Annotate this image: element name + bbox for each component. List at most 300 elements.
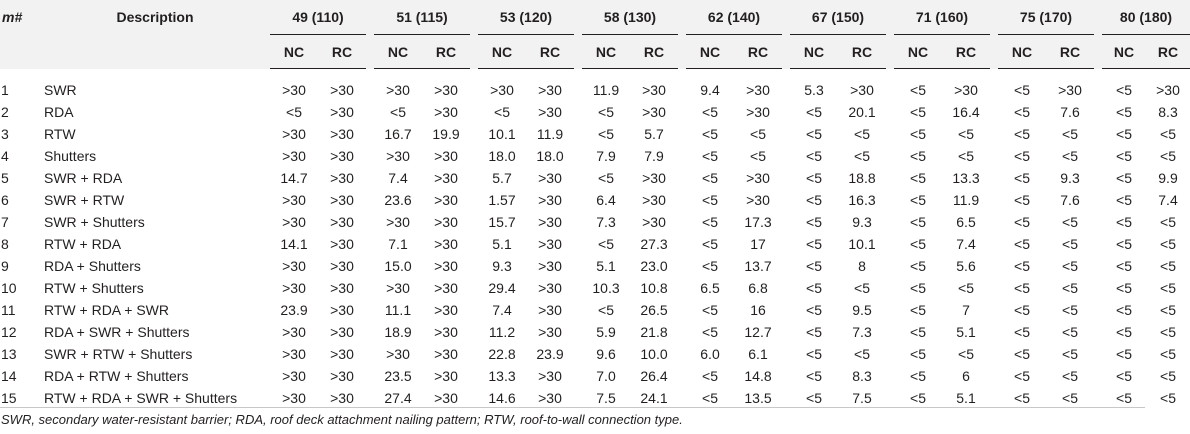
nc-cell: <5 bbox=[910, 368, 926, 384]
nc-header: NC bbox=[374, 35, 422, 69]
rc-cell: <5 bbox=[1160, 280, 1176, 296]
rc-cell: 27.3 bbox=[640, 236, 668, 252]
rc-cell: 16.4 bbox=[952, 104, 980, 120]
rc-cell: 16.3 bbox=[848, 192, 876, 208]
rc-cell: 5.6 bbox=[956, 258, 976, 274]
row-description: Shutters bbox=[44, 148, 97, 164]
nc-cell: 9.3 bbox=[492, 258, 512, 274]
nc-cell: <5 bbox=[1014, 346, 1030, 362]
group-header: 62 (140) bbox=[686, 0, 782, 35]
rc-cell: 6.8 bbox=[748, 280, 768, 296]
header-row-groups bbox=[0, 0, 1190, 35]
rc-cell: 19.9 bbox=[432, 126, 460, 142]
rc-cell: >30 bbox=[434, 346, 458, 362]
nc-cell: 27.4 bbox=[384, 390, 412, 406]
nc-cell: >30 bbox=[490, 82, 514, 98]
nc-cell: 18.9 bbox=[384, 324, 412, 340]
rc-cell: >30 bbox=[538, 82, 562, 98]
nc-cell: <5 bbox=[1014, 324, 1030, 340]
rc-cell: >30 bbox=[538, 170, 562, 186]
rc-cell: 6 bbox=[962, 368, 970, 384]
nc-cell: 5.9 bbox=[596, 324, 616, 340]
nc-cell: <5 bbox=[1116, 324, 1132, 340]
nc-cell: 5.1 bbox=[596, 258, 616, 274]
rc-cell: >30 bbox=[330, 346, 354, 362]
nc-cell: 10.3 bbox=[592, 280, 620, 296]
nc-cell: 7.3 bbox=[596, 214, 616, 230]
rc-cell: 8.3 bbox=[852, 368, 872, 384]
rc-cell: >30 bbox=[434, 192, 458, 208]
rc-cell: >30 bbox=[538, 192, 562, 208]
rc-cell: >30 bbox=[434, 390, 458, 406]
row-index: 7 bbox=[1, 214, 9, 230]
nc-cell: <5 bbox=[1014, 280, 1030, 296]
nc-cell: <5 bbox=[1116, 236, 1132, 252]
nc-cell: <5 bbox=[1014, 368, 1030, 384]
nc-cell: <5 bbox=[1116, 192, 1132, 208]
rc-cell: 13.3 bbox=[952, 170, 980, 186]
rc-cell: 17.3 bbox=[744, 214, 772, 230]
rc-cell: >30 bbox=[642, 214, 666, 230]
nc-cell: 9.6 bbox=[596, 346, 616, 362]
nc-cell: >30 bbox=[282, 368, 306, 384]
nc-cell: <5 bbox=[910, 170, 926, 186]
nc-cell: >30 bbox=[282, 214, 306, 230]
rc-cell: <5 bbox=[1160, 258, 1176, 274]
nc-cell: <5 bbox=[702, 192, 718, 208]
rc-cell: <5 bbox=[1160, 324, 1176, 340]
rc-cell: >30 bbox=[538, 390, 562, 406]
rc-cell: >30 bbox=[746, 104, 770, 120]
nc-header: NC bbox=[894, 35, 942, 69]
rc-cell: >30 bbox=[330, 170, 354, 186]
nc-cell: >30 bbox=[386, 214, 410, 230]
rc-cell: <5 bbox=[1062, 390, 1078, 406]
nc-cell: <5 bbox=[910, 280, 926, 296]
nc-cell: <5 bbox=[806, 214, 822, 230]
rc-cell: <5 bbox=[854, 148, 870, 164]
rc-cell: >30 bbox=[642, 104, 666, 120]
group-header: 49 (110) bbox=[270, 0, 366, 35]
nc-cell: <5 bbox=[598, 236, 614, 252]
rc-cell: >30 bbox=[330, 324, 354, 340]
rc-cell: <5 bbox=[958, 346, 974, 362]
nc-cell: <5 bbox=[494, 104, 510, 120]
row-description: RTW + RDA bbox=[44, 236, 122, 252]
rc-cell: <5 bbox=[1160, 236, 1176, 252]
nc-cell: 5.3 bbox=[804, 82, 824, 98]
rc-cell: >30 bbox=[330, 236, 354, 252]
m-header: m# bbox=[0, 0, 40, 35]
rc-cell: >30 bbox=[434, 280, 458, 296]
nc-cell: 7.4 bbox=[492, 302, 512, 318]
rc-cell: 9.9 bbox=[1158, 170, 1178, 186]
rc-cell: <5 bbox=[958, 126, 974, 142]
nc-cell: >30 bbox=[386, 148, 410, 164]
nc-cell: <5 bbox=[702, 258, 718, 274]
table-row bbox=[0, 321, 1190, 343]
nc-cell: 22.8 bbox=[488, 346, 516, 362]
nc-cell: 6.4 bbox=[596, 192, 616, 208]
row-description: RDA + SWR + Shutters bbox=[44, 324, 190, 340]
table-row bbox=[0, 365, 1190, 387]
rc-cell: >30 bbox=[330, 104, 354, 120]
rc-cell: 18.8 bbox=[848, 170, 876, 186]
rc-cell: 10.8 bbox=[640, 280, 668, 296]
table-footnote: SWR, secondary water-resistant barrier; RDA, roof deck attachment nailing pattern; RTW, roof-to-wall connection type. bbox=[1, 412, 683, 427]
rc-cell: 7.5 bbox=[852, 390, 872, 406]
nc-header: NC bbox=[998, 35, 1046, 69]
rc-cell: <5 bbox=[1062, 148, 1078, 164]
rc-cell: >30 bbox=[538, 280, 562, 296]
rc-cell: >30 bbox=[330, 214, 354, 230]
row-description: SWR + RTW bbox=[44, 192, 125, 208]
rc-header: RC bbox=[318, 35, 366, 69]
rc-cell: 6.5 bbox=[956, 214, 976, 230]
nc-cell: <5 bbox=[910, 302, 926, 318]
rc-cell: >30 bbox=[538, 258, 562, 274]
rc-cell: >30 bbox=[954, 82, 978, 98]
nc-cell: <5 bbox=[702, 170, 718, 186]
rc-cell: 11.9 bbox=[536, 126, 564, 142]
rc-header: RC bbox=[1046, 35, 1094, 69]
group-header: 71 (160) bbox=[894, 0, 990, 35]
nc-cell: <5 bbox=[910, 346, 926, 362]
row-description: RTW + Shutters bbox=[44, 280, 144, 296]
rc-cell: >30 bbox=[642, 170, 666, 186]
nc-cell: <5 bbox=[702, 302, 718, 318]
nc-cell: <5 bbox=[806, 302, 822, 318]
rc-cell: >30 bbox=[330, 280, 354, 296]
nc-cell: 9.4 bbox=[700, 82, 720, 98]
rc-cell: >30 bbox=[746, 192, 770, 208]
rc-cell: >30 bbox=[642, 192, 666, 208]
nc-cell: <5 bbox=[910, 148, 926, 164]
rc-cell: >30 bbox=[434, 324, 458, 340]
nc-cell: <5 bbox=[1116, 302, 1132, 318]
rc-cell: <5 bbox=[1062, 214, 1078, 230]
rc-cell: 13.7 bbox=[744, 258, 772, 274]
rc-header: RC bbox=[734, 35, 782, 69]
rc-cell: >30 bbox=[434, 368, 458, 384]
table-row bbox=[0, 343, 1190, 365]
nc-cell: <5 bbox=[702, 236, 718, 252]
rc-cell: <5 bbox=[854, 346, 870, 362]
rc-cell: 16 bbox=[750, 302, 766, 318]
row-index: 13 bbox=[1, 346, 17, 362]
rc-cell: 7.6 bbox=[1060, 192, 1080, 208]
nc-cell: <5 bbox=[702, 390, 718, 406]
rc-cell: 6.1 bbox=[748, 346, 768, 362]
nc-cell: <5 bbox=[1116, 258, 1132, 274]
nc-cell: 14.7 bbox=[280, 170, 308, 186]
rc-cell: 17 bbox=[750, 236, 766, 252]
nc-cell: <5 bbox=[1116, 214, 1132, 230]
rc-cell: 7.4 bbox=[956, 236, 976, 252]
header-row-subcols bbox=[0, 35, 1190, 69]
nc-cell: 7.4 bbox=[388, 170, 408, 186]
nc-cell: <5 bbox=[1014, 148, 1030, 164]
nc-cell: 5.1 bbox=[492, 236, 512, 252]
nc-cell: <5 bbox=[1014, 236, 1030, 252]
nc-cell: <5 bbox=[910, 192, 926, 208]
rc-cell: >30 bbox=[330, 192, 354, 208]
nc-cell: <5 bbox=[1116, 82, 1132, 98]
rc-cell: <5 bbox=[1062, 346, 1078, 362]
rc-cell: >30 bbox=[746, 170, 770, 186]
nc-header: NC bbox=[582, 35, 630, 69]
rc-cell: 9.3 bbox=[852, 214, 872, 230]
rc-cell: 7 bbox=[962, 302, 970, 318]
rc-cell: 10.0 bbox=[640, 346, 668, 362]
nc-cell: <5 bbox=[1116, 346, 1132, 362]
nc-cell: >30 bbox=[282, 126, 306, 142]
footer-divider bbox=[0, 407, 1145, 408]
row-description: RDA bbox=[44, 104, 74, 120]
nc-cell: 15.0 bbox=[384, 258, 412, 274]
nc-cell: <5 bbox=[806, 170, 822, 186]
rc-cell: <5 bbox=[854, 126, 870, 142]
table-row bbox=[0, 233, 1190, 255]
nc-cell: <5 bbox=[598, 302, 614, 318]
nc-cell: <5 bbox=[1014, 258, 1030, 274]
rc-cell: 5.1 bbox=[956, 390, 976, 406]
group-header: 58 (130) bbox=[582, 0, 678, 35]
table-body bbox=[0, 69, 1190, 410]
rc-cell: <5 bbox=[1062, 236, 1078, 252]
row-index: 8 bbox=[1, 236, 9, 252]
nc-cell: <5 bbox=[910, 390, 926, 406]
nc-cell: <5 bbox=[1014, 82, 1030, 98]
rc-cell: 23.9 bbox=[536, 346, 564, 362]
row-index: 9 bbox=[1, 258, 9, 274]
rc-cell: <5 bbox=[1160, 346, 1176, 362]
nc-cell: 11.9 bbox=[592, 82, 620, 98]
rc-cell: >30 bbox=[538, 302, 562, 318]
rc-header: RC bbox=[526, 35, 574, 69]
rc-cell: >30 bbox=[434, 258, 458, 274]
rc-cell: 8.3 bbox=[1158, 104, 1178, 120]
nc-cell: <5 bbox=[910, 258, 926, 274]
nc-cell: >30 bbox=[282, 390, 306, 406]
row-index: 2 bbox=[1, 104, 9, 120]
nc-cell: 7.1 bbox=[388, 236, 408, 252]
rc-cell: >30 bbox=[642, 82, 666, 98]
nc-cell: <5 bbox=[806, 258, 822, 274]
row-description: RTW bbox=[44, 126, 76, 142]
nc-cell: <5 bbox=[598, 126, 614, 142]
rc-cell: 5.7 bbox=[644, 126, 664, 142]
rc-cell: >30 bbox=[434, 148, 458, 164]
rc-cell: 10.1 bbox=[848, 236, 876, 252]
nc-cell: 10.1 bbox=[488, 126, 516, 142]
nc-cell: 5.7 bbox=[492, 170, 512, 186]
nc-cell: 11.2 bbox=[488, 324, 516, 340]
table-row bbox=[0, 189, 1190, 211]
group-header: 75 (170) bbox=[998, 0, 1094, 35]
nc-cell: <5 bbox=[1014, 104, 1030, 120]
nc-cell: <5 bbox=[1014, 302, 1030, 318]
nc-cell: <5 bbox=[1116, 126, 1132, 142]
nc-cell: <5 bbox=[702, 104, 718, 120]
nc-cell: 14.6 bbox=[488, 390, 516, 406]
table-row bbox=[0, 211, 1190, 233]
rc-cell: >30 bbox=[434, 214, 458, 230]
row-description: RDA + Shutters bbox=[44, 258, 141, 274]
rc-cell: <5 bbox=[1160, 148, 1176, 164]
nc-cell: 13.3 bbox=[488, 368, 516, 384]
row-description: SWR bbox=[44, 82, 77, 98]
table-row bbox=[0, 101, 1190, 123]
table-row bbox=[0, 299, 1190, 321]
nc-cell: <5 bbox=[1116, 280, 1132, 296]
row-description: SWR + Shutters bbox=[44, 214, 145, 230]
nc-cell: >30 bbox=[282, 346, 306, 362]
nc-header: NC bbox=[790, 35, 838, 69]
rc-header: RC bbox=[1146, 35, 1190, 69]
nc-header: NC bbox=[270, 35, 318, 69]
rc-cell: <5 bbox=[958, 148, 974, 164]
nc-cell: <5 bbox=[702, 324, 718, 340]
nc-cell: <5 bbox=[910, 126, 926, 142]
nc-cell: 15.7 bbox=[488, 214, 516, 230]
rc-cell: >30 bbox=[434, 82, 458, 98]
nc-cell: <5 bbox=[1014, 192, 1030, 208]
nc-cell: 23.6 bbox=[384, 192, 412, 208]
rc-cell: 12.7 bbox=[744, 324, 772, 340]
nc-cell: <5 bbox=[1116, 170, 1132, 186]
nc-cell: <5 bbox=[806, 236, 822, 252]
nc-cell: <5 bbox=[806, 346, 822, 362]
table-row bbox=[0, 387, 1190, 409]
rc-cell: <5 bbox=[1062, 280, 1078, 296]
rc-cell: <5 bbox=[750, 148, 766, 164]
nc-cell: <5 bbox=[1116, 148, 1132, 164]
nc-cell: <5 bbox=[286, 104, 302, 120]
nc-cell: <5 bbox=[806, 148, 822, 164]
table-row bbox=[0, 255, 1190, 277]
rc-cell: <5 bbox=[1160, 214, 1176, 230]
nc-header: NC bbox=[1102, 35, 1146, 69]
group-header: 67 (150) bbox=[790, 0, 886, 35]
rc-cell: 13.5 bbox=[744, 390, 772, 406]
rc-cell: >30 bbox=[538, 368, 562, 384]
nc-cell: 18.0 bbox=[488, 148, 516, 164]
rc-cell: 9.3 bbox=[1060, 170, 1080, 186]
rc-cell: >30 bbox=[330, 390, 354, 406]
nc-cell: <5 bbox=[1116, 104, 1132, 120]
rc-cell: <5 bbox=[1160, 302, 1176, 318]
nc-cell: <5 bbox=[1014, 170, 1030, 186]
nc-cell: <5 bbox=[1014, 126, 1030, 142]
rc-cell: 18.0 bbox=[536, 148, 564, 164]
nc-cell: <5 bbox=[806, 192, 822, 208]
rc-cell: >30 bbox=[746, 82, 770, 98]
rc-cell: 7.9 bbox=[644, 148, 664, 164]
row-description: RDA + RTW + Shutters bbox=[44, 368, 189, 384]
rc-cell: <5 bbox=[1160, 368, 1176, 384]
rc-cell: 21.8 bbox=[640, 324, 668, 340]
nc-cell: >30 bbox=[282, 258, 306, 274]
nc-cell: 23.5 bbox=[384, 368, 412, 384]
rc-cell: >30 bbox=[1156, 82, 1180, 98]
nc-cell: <5 bbox=[598, 170, 614, 186]
rc-cell: <5 bbox=[1160, 390, 1176, 406]
nc-cell: 11.1 bbox=[384, 302, 412, 318]
nc-cell: <5 bbox=[806, 104, 822, 120]
rc-cell: >30 bbox=[330, 148, 354, 164]
nc-cell: >30 bbox=[386, 280, 410, 296]
rc-cell: >30 bbox=[1058, 82, 1082, 98]
rc-cell: 9.5 bbox=[852, 302, 872, 318]
rc-cell: >30 bbox=[538, 104, 562, 120]
row-index: 11 bbox=[1, 302, 16, 318]
rc-cell: 7.4 bbox=[1158, 192, 1178, 208]
table-row bbox=[0, 123, 1190, 145]
nc-cell: 7.9 bbox=[596, 148, 616, 164]
nc-cell: 1.57 bbox=[488, 192, 516, 208]
nc-cell: <5 bbox=[806, 324, 822, 340]
nc-cell: <5 bbox=[910, 324, 926, 340]
nc-cell: >30 bbox=[386, 82, 410, 98]
nc-cell: <5 bbox=[598, 104, 614, 120]
rc-cell: >30 bbox=[434, 236, 458, 252]
nc-cell: >30 bbox=[282, 82, 306, 98]
nc-cell: >30 bbox=[386, 346, 410, 362]
nc-cell: <5 bbox=[702, 148, 718, 164]
nc-cell: <5 bbox=[806, 368, 822, 384]
nc-cell: <5 bbox=[806, 126, 822, 142]
rc-cell: >30 bbox=[434, 302, 458, 318]
nc-cell: <5 bbox=[702, 214, 718, 230]
rc-cell: 7.6 bbox=[1060, 104, 1080, 120]
nc-cell: 6.5 bbox=[700, 280, 720, 296]
row-index: 10 bbox=[1, 280, 17, 296]
row-index: 6 bbox=[1, 192, 9, 208]
rc-cell: >30 bbox=[330, 368, 354, 384]
rc-cell: 14.8 bbox=[744, 368, 772, 384]
rc-header: RC bbox=[630, 35, 678, 69]
rc-cell: >30 bbox=[538, 236, 562, 252]
rc-cell: 5.1 bbox=[956, 324, 976, 340]
nc-cell: <5 bbox=[702, 126, 718, 142]
rc-cell: >30 bbox=[330, 126, 354, 142]
nc-cell: 7.5 bbox=[596, 390, 616, 406]
row-index: 3 bbox=[1, 126, 9, 142]
nc-cell: <5 bbox=[910, 236, 926, 252]
rc-cell: <5 bbox=[1062, 126, 1078, 142]
nc-cell: <5 bbox=[910, 214, 926, 230]
rc-cell: >30 bbox=[434, 170, 458, 186]
table-row bbox=[0, 277, 1190, 299]
rc-cell: 8 bbox=[858, 258, 866, 274]
nc-cell: 14.1 bbox=[280, 236, 308, 252]
row-description: RTW + RDA + SWR bbox=[44, 302, 169, 318]
row-description: RTW + RDA + SWR + Shutters bbox=[44, 390, 238, 406]
nc-cell: <5 bbox=[910, 104, 926, 120]
rc-cell: >30 bbox=[538, 214, 562, 230]
rc-cell: <5 bbox=[750, 126, 766, 142]
row-index: 15 bbox=[1, 390, 17, 406]
nc-cell: <5 bbox=[1116, 368, 1132, 384]
rc-cell: 23.0 bbox=[640, 258, 668, 274]
rc-header: RC bbox=[422, 35, 470, 69]
row-index: 5 bbox=[1, 170, 9, 186]
rc-cell: 26.4 bbox=[640, 368, 668, 384]
nc-header: NC bbox=[478, 35, 526, 69]
nc-cell: 7.0 bbox=[596, 368, 616, 384]
rc-cell: >30 bbox=[330, 258, 354, 274]
